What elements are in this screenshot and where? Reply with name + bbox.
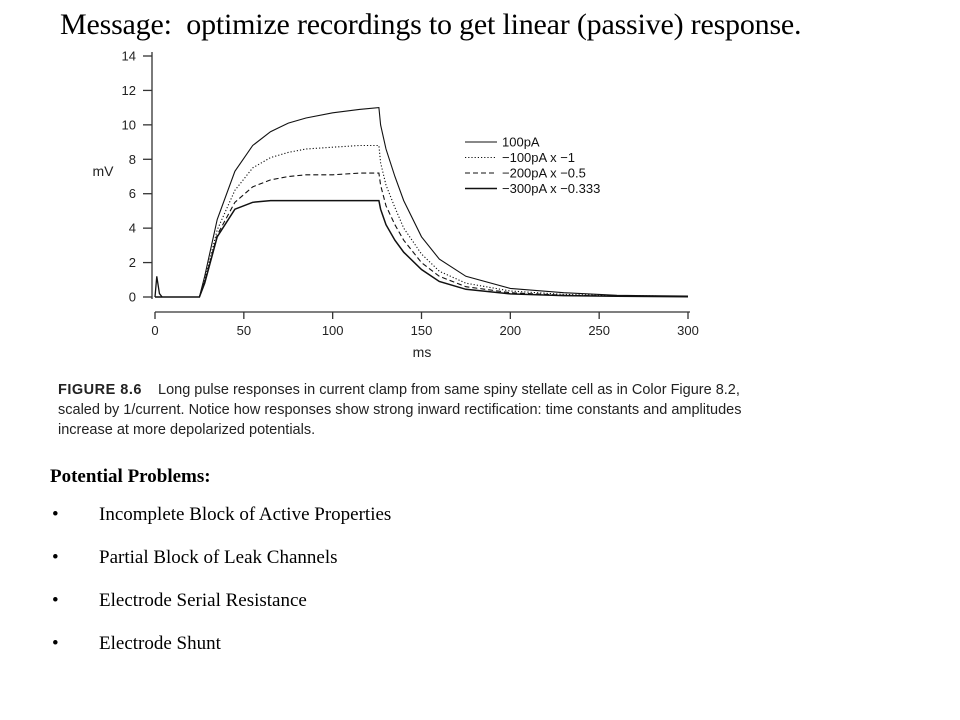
list-item <box>50 590 750 633</box>
series-line <box>155 201 688 297</box>
list-item <box>50 633 750 676</box>
x-axis-label: ms <box>412 344 432 360</box>
y-tick-label: 10 <box>121 117 136 133</box>
x-tick-label: 300 <box>677 323 699 338</box>
bullet: • <box>52 547 59 568</box>
y-tick-label: 2 <box>128 255 136 271</box>
series-line <box>155 146 688 298</box>
problems-heading: Potential Problems: <box>50 466 211 487</box>
y-tick-label: 0 <box>128 289 136 305</box>
legend-label: 100pA <box>502 134 540 150</box>
y-tick-label: 8 <box>128 151 136 167</box>
x-tick-label: 250 <box>588 323 611 338</box>
legend-label: −200pA x −0.5 <box>502 165 586 181</box>
message-title: Message: optimize recordings to get linear (passive) response. <box>60 8 802 41</box>
bullet: • <box>52 590 59 611</box>
caption-text: Long pulse responses in current clamp from same spiny stellate cell as in Color Figure 8.2, scaled by 1/current. Notice how responses show strong inward rectification: time constants and amplitudes increase at more depolarized potentials. <box>58 382 742 438</box>
y-tick-label: 14 <box>121 48 136 64</box>
x-tick-label: 200 <box>499 323 522 338</box>
chart-lines <box>155 108 688 297</box>
x-tick-label: 150 <box>410 323 433 338</box>
x-tick-label: 50 <box>236 323 252 338</box>
bullet: • <box>52 633 59 654</box>
x-tick-label: 0 <box>151 323 159 338</box>
y-axis-label: mV <box>92 163 114 179</box>
stimulus-artifact <box>155 276 162 297</box>
chart-axes <box>93 49 699 361</box>
y-tick-label: 6 <box>128 186 136 202</box>
potential-problems <box>50 466 750 676</box>
chart-legend <box>465 135 600 197</box>
figure-caption <box>58 380 758 440</box>
legend-label: −300pA x −0.333 <box>502 181 601 196</box>
list-item <box>50 547 750 590</box>
problem-label: Partial Block of Leak Channels <box>99 547 338 568</box>
problem-label: Incomplete Block of Active Properties <box>99 504 392 525</box>
bullet: • <box>52 504 59 525</box>
caption-label: FIGURE 8.6 <box>58 382 142 398</box>
y-tick-label: 12 <box>121 82 136 98</box>
series-line <box>155 173 688 297</box>
legend-label: −100pA x −1 <box>502 150 576 165</box>
y-tick-label: 4 <box>128 220 136 236</box>
list-item <box>50 504 750 547</box>
x-tick-label: 100 <box>321 323 344 338</box>
problems-list <box>50 504 750 676</box>
problem-label: Electrode Serial Resistance <box>99 590 307 611</box>
problem-label: Electrode Shunt <box>99 633 221 654</box>
